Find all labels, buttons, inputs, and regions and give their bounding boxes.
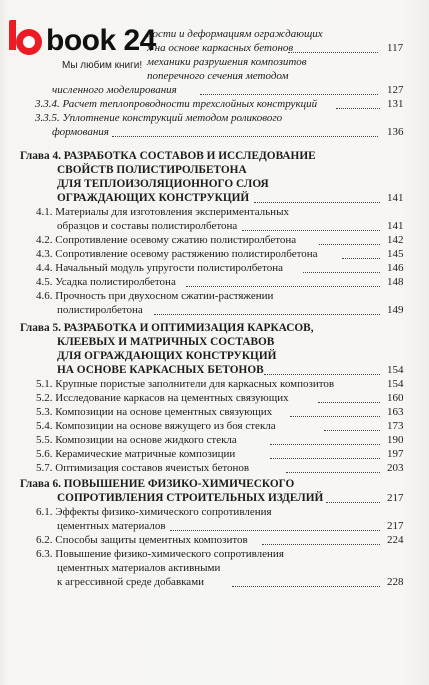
toc-page-number: 141 bbox=[387, 220, 404, 232]
toc-page-number: 131 bbox=[387, 98, 404, 110]
toc-page-number: 117 bbox=[387, 42, 404, 54]
book24-logo bbox=[8, 24, 156, 72]
toc-page-number: 141 bbox=[387, 192, 404, 204]
toc-entry-text: 5.2. Исследование каркасов на цементных связующих bbox=[36, 392, 289, 404]
toc-entry-text: поперечного сечения методом bbox=[147, 70, 289, 82]
toc-entry-text: 4.5. Усадка полистиролбетона bbox=[36, 276, 176, 288]
toc-page-number: 160 bbox=[387, 392, 404, 404]
toc-leader bbox=[186, 286, 380, 287]
toc-leader bbox=[232, 586, 380, 587]
toc-page-number: 154 bbox=[387, 378, 404, 390]
toc-entry-text: цементных материалов bbox=[57, 520, 166, 532]
toc-page-number: 163 bbox=[387, 406, 404, 418]
toc-entry-text: 5.4. Композиции на основе вяжущего из боя стекла bbox=[36, 420, 276, 432]
toc-page-number: 145 bbox=[387, 248, 404, 260]
toc-leader bbox=[254, 202, 380, 203]
toc-page-number: 154 bbox=[387, 364, 404, 376]
toc-leader bbox=[154, 314, 380, 315]
chapter-heading: ДЛЯ ОГРАЖДАЮЩИХ КОНСТРУКЦИЙ bbox=[57, 350, 277, 362]
toc-entry-text: ности и деформациям ограждающих bbox=[147, 28, 323, 40]
toc-page-number: 149 bbox=[387, 304, 404, 316]
toc-leader bbox=[242, 230, 380, 231]
toc-entry-text: численного моделирования bbox=[52, 84, 177, 96]
toc-page-number: 224 bbox=[387, 534, 404, 546]
logo-tagline: Мы любим книги! bbox=[62, 60, 143, 71]
toc-leader bbox=[342, 258, 380, 259]
toc-page-number: 142 bbox=[387, 234, 404, 246]
logo-b-mark-icon bbox=[16, 29, 42, 55]
toc-entry-text: 4.3. Сопротивление осевому растяжению полистиролбетона bbox=[36, 248, 318, 260]
toc-page-number: 173 bbox=[387, 420, 404, 432]
toc-entry-text: 6.1. Эффекты физико-химического сопротивления bbox=[36, 506, 272, 518]
toc-page-number: 190 bbox=[387, 434, 404, 446]
toc-leader bbox=[319, 244, 380, 245]
toc-entry-text: 6.3. Повышение физико-химического сопротивления bbox=[36, 548, 284, 560]
toc-entry-text: механики разрушения композитов bbox=[147, 56, 307, 68]
toc-leader bbox=[326, 502, 380, 503]
chapter-heading: Глава 4. РАЗРАБОТКА СОСТАВОВ И ИССЛЕДОВАНИЕ bbox=[20, 150, 316, 162]
chapter-heading: СВОЙСТВ ПОЛИСТИРОЛБЕТОНА bbox=[57, 164, 247, 176]
toc-entry-text: 5.1. Крупные пористые заполнители для каркасных композитов bbox=[36, 378, 335, 390]
chapter-heading: КЛЕЕВЫХ И МАТРИЧНЫХ СОСТАВОВ bbox=[57, 336, 275, 348]
toc-page-number: 136 bbox=[387, 126, 404, 138]
toc-page-number: 228 bbox=[387, 576, 404, 588]
chapter-heading: НА ОСНОВЕ КАРКАСНЫХ БЕТОНОВ bbox=[57, 364, 264, 376]
chapter-heading: ДЛЯ ТЕПЛОИЗОЛЯЦИОННОГО СЛОЯ bbox=[57, 178, 269, 190]
logo-brand-text: book 24 bbox=[46, 24, 156, 57]
toc-entry-text: формования bbox=[52, 126, 109, 138]
toc-leader bbox=[303, 272, 380, 273]
toc-leader bbox=[318, 402, 380, 403]
toc-leader bbox=[200, 94, 378, 95]
toc-leader bbox=[170, 530, 380, 531]
toc-entry-text: 4.4. Начальный модуль упругости полистиролбетона bbox=[36, 262, 283, 274]
toc-leader bbox=[336, 108, 380, 109]
toc-entry-text: 3.3.5. Уплотнение конструкций методом роликового bbox=[35, 112, 283, 124]
toc-leader bbox=[264, 374, 380, 375]
toc-entry-text: 5.5. Композиции на основе жидкого стекла bbox=[36, 434, 237, 446]
chapter-heading: Глава 6. ПОВЫШЕНИЕ ФИЗИКО-ХИМИЧЕСКОГО bbox=[20, 478, 295, 490]
chapter-heading: ОГРАЖДАЮЩИХ КОНСТРУКЦИЙ bbox=[57, 192, 250, 204]
toc-leader bbox=[288, 52, 378, 53]
toc-leader bbox=[286, 472, 380, 473]
toc-entry-text: 5.6. Керамические матричные композиции bbox=[36, 448, 236, 460]
toc-entry-text: 3.3.4. Расчет теплопроводности трехслойных конструкций bbox=[35, 98, 318, 110]
toc-leader bbox=[270, 458, 380, 459]
toc-leader bbox=[262, 544, 380, 545]
toc-page-number: 197 bbox=[387, 448, 404, 460]
toc-entry-text: 4.2. Сопротивление осевому сжатию полистиролбетона bbox=[36, 234, 297, 246]
toc-page-number: 217 bbox=[387, 520, 404, 532]
toc-entry-text: полистиролбетона bbox=[57, 304, 143, 316]
toc-leader bbox=[324, 430, 380, 431]
toc-entry-text: 6.2. Способы защиты цементных композитов bbox=[36, 534, 248, 546]
toc-entry-text: к агрессивной среде добавками bbox=[57, 576, 205, 588]
toc-entry-text: 4.6. Прочность при двухосном сжатии-растяжении bbox=[36, 290, 274, 302]
toc-entry-text: образцов и составы полистиролбетона bbox=[57, 220, 238, 232]
toc-leader bbox=[112, 136, 378, 137]
chapter-heading: СОПРОТИВЛЕНИЯ СТРОИТЕЛЬНЫХ ИЗДЕЛИЙ bbox=[57, 492, 324, 504]
toc-page-number: 146 bbox=[387, 262, 404, 274]
toc-page-number: 203 bbox=[387, 462, 404, 474]
toc-leader bbox=[270, 444, 380, 445]
toc-entry-text: 4.1. Материалы для изготовления экспериментальных bbox=[36, 206, 289, 218]
toc-leader bbox=[290, 416, 380, 417]
toc-page-number: 127 bbox=[387, 84, 404, 96]
toc-entry-text: цементных материалов активными bbox=[57, 562, 221, 574]
toc-page-number: 148 bbox=[387, 276, 404, 288]
toc-entry-text: х на основе каркасных бетонов bbox=[147, 42, 294, 54]
toc-page-number: 217 bbox=[387, 492, 404, 504]
toc-entry-text: 5.3. Композиции на основе цементных связующих bbox=[36, 406, 273, 418]
chapter-heading: Глава 5. РАЗРАБОТКА И ОПТИМИЗАЦИЯ КАРКАСОВ, bbox=[20, 322, 314, 334]
toc-entry-text: 5.7. Оптимизация составов ячеистых бетонов bbox=[36, 462, 250, 474]
